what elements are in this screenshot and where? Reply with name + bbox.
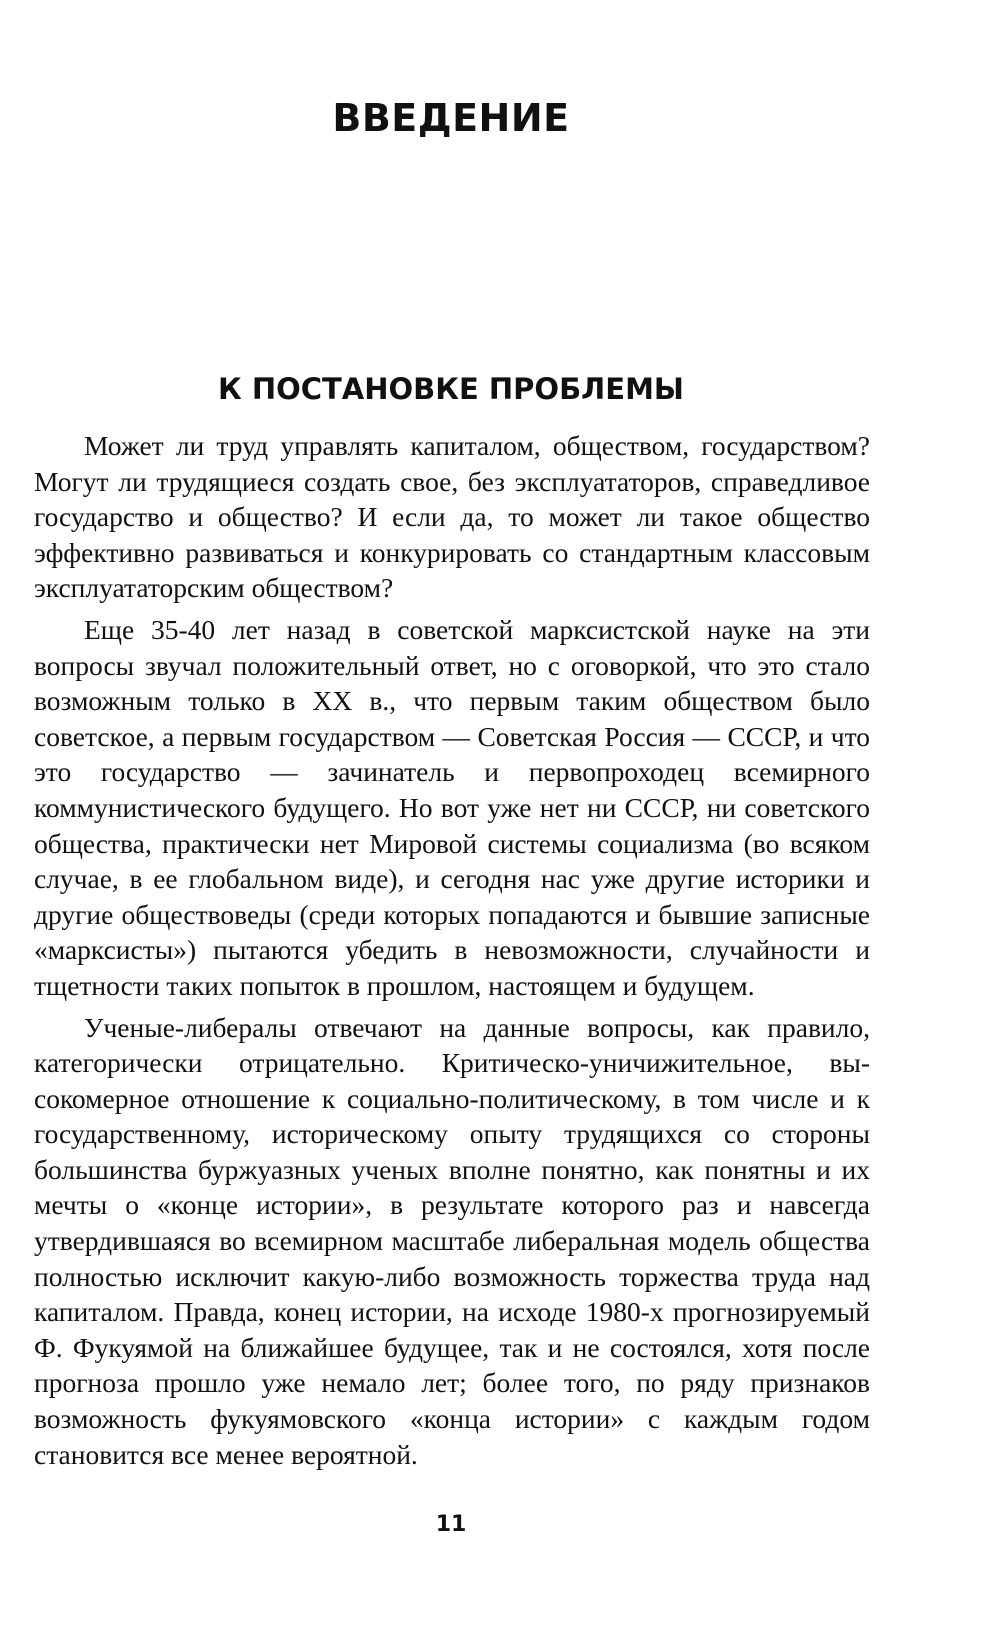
chapter-title: ВВЕДЕНИЕ bbox=[332, 96, 570, 140]
paragraph: Может ли труд управлять капиталом, обществом, государством? Могут ли трудящиеся создать свое, без эксплуататоров, справедливое государство и общество? И если да, то может ли такое общество эффективно развиваться и конкурировать со стандартным классовым эксплуататорским обществом? bbox=[34, 430, 870, 604]
page-number: 11 bbox=[435, 1512, 467, 1537]
body-text bbox=[34, 428, 870, 1478]
paragraph: Еще 35-40 лет назад в советской марксистской науке на эти вопросы звучал положительный ответ, но с оговоркой, что это стало возможным только в XX в., что первым таким обществом было советское, а первым государством — Советская Россия — СССР, и что это государство — зачинатель и первопроходец всемирного коммунистического будущего. Но вот уже нет ни СССР, ни советского общества, практически нет Мировой системы социализма (во всяком случае, в ее глобальном виде), и сегодня нас уже другие историки и другие обществоведы (среди которых попадаются и бывшие записные «марксисты») пытаются убедить в невозможности, случайности и тщетности таких попыток в прошлом, настоящем и будущем. bbox=[34, 613, 870, 1001]
section-title: К ПОСТАНОВКЕ ПРОБЛЕМЫ bbox=[218, 372, 684, 406]
paragraph: Ученые-либералы отвечают на данные вопросы, как правило, категорически отрицательно. Критическо-уничижительное, высокомерное отношение к социально-политическому, в том числе и к государственному, историческому опыту трудящихся со стороны большинства буржуазных ученых вполне понятно, как понятны и их мечты о «конце истории», в результате которого раз и навсегда утвердившаяся во всемирном масштабе либеральная модель общества полностью исключит какую-либо возможность торжества труда над капиталом. Правда, конец истории, на исходе 1980-х прогнозируемый Ф. Фукуямой на ближайшее будущее, так и не состоялся, хотя после прогноза прошло уже немало лет; более того, по ряду признаков возможность фукуямовского «конца истории» с каждым годом становится все менее вероятной. bbox=[34, 1011, 870, 1470]
